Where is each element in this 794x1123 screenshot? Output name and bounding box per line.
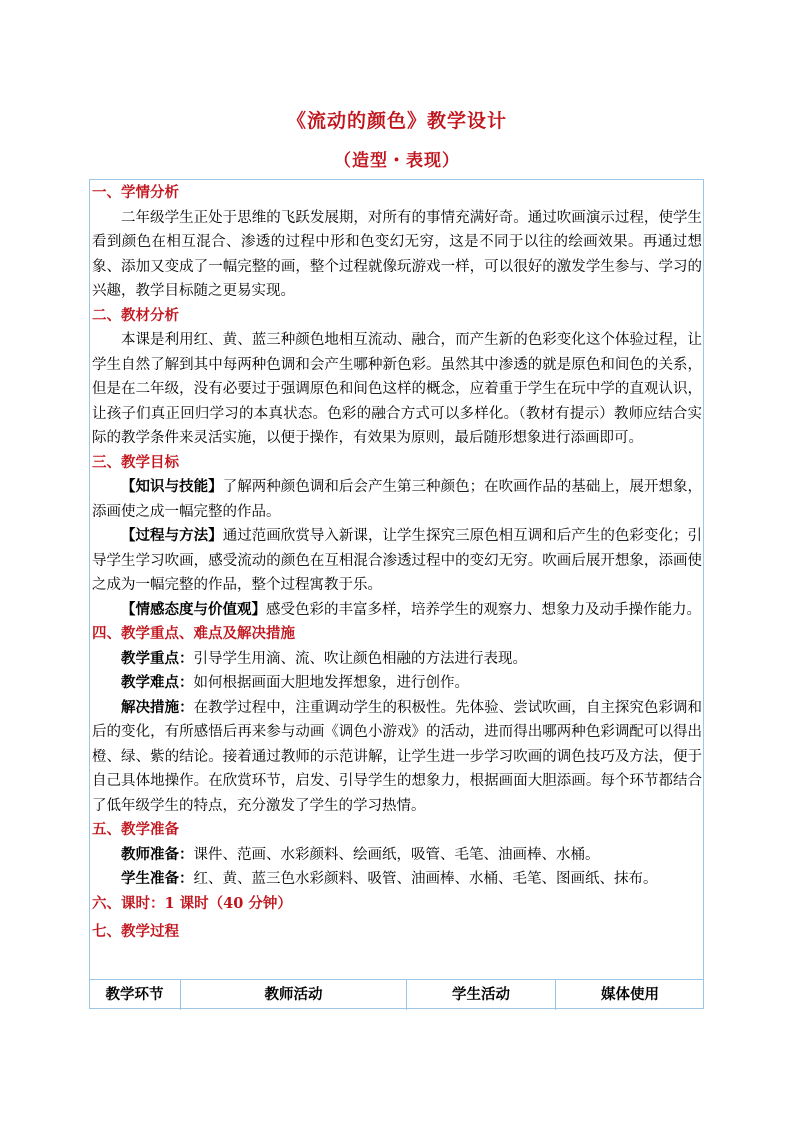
goal-text: 通过范画欣赏导入新课，让学生探究三原色相互调和后产生的色彩变化；引导学生学习吹画，感受流动的颜色在互相混合渗透过程中的变幻无穷。吹画后展开想象，添画使之成为一幅完整的作品，整个过程寓教于乐。	[92, 528, 703, 593]
item-label: 教学重点：	[121, 649, 194, 667]
goal-label: 【情感态度与价值观】	[121, 600, 266, 618]
section-heading-6: 六、课时：1 课时（40 分钟）	[92, 894, 292, 912]
section-heading-1: 一、学情分析	[92, 184, 179, 201]
student-preparation	[92, 867, 702, 892]
difficult-point	[92, 671, 702, 696]
item-label: 教师准备：	[121, 845, 194, 863]
item-text: 在教学过程中，注重调动学生的积极性。先体验、尝试吹画，自主探究色彩调和后的变化，有所感悟后再来参与动画《调色小游戏》的活动，进而得出哪两种色彩调配可以得出橙、绿、紫的结论。接着通过教师的示范讲解，让学生进一步学习吹画的调色技巧及方法，便于自己具体地操作。在欣赏环节，启发、引导学生的想象力，根据画面大胆添画。每个环节都结合了低年级学生的特点，充分激发了学生的学习热情。	[92, 699, 703, 814]
goal-knowledge	[92, 475, 702, 524]
item-label: 解决措施：	[121, 698, 194, 716]
item-text: 红、黄、蓝三色水彩颜料、吸管、油画棒、水桶、毛笔、图画纸、抹布。	[193, 871, 658, 887]
goal-text: 感受色彩的丰富多样，培养学生的观察力、想象力及动手操作能力。	[266, 601, 701, 618]
item-text: 课件、范画、水彩颜料、绘画纸，吸管、毛笔、油画棒、水桶。	[193, 846, 600, 863]
goal-emotion	[92, 598, 702, 623]
solution-measures	[92, 696, 702, 819]
goal-process	[92, 524, 702, 598]
item-text: 引导学生用滴、流、吹让颜色相融的方法进行表现。	[193, 650, 527, 667]
section-paragraph-1: 二年级学生正处于思维的飞跃发展期，对所有的事情充满好奇。通过吹画演示过程，使学生看到颜色在相互混合、渗透的过程中形和色变幻无穷，这是不同于以往的绘画效果。再通过想象、添加又变成了一幅完整的画，整个过程就像玩游戏一样，可以很好的激发学生参与、学习的兴趣，教学目标随之更易实现。	[92, 209, 702, 299]
item-label: 教学难点：	[121, 674, 194, 691]
goal-text: 了解两种颜色调和后会产生第三种颜色；在吹画作品的基础上，展开想象，添画使之成一幅完整的作品。	[92, 479, 703, 520]
process-table-header-row	[89, 979, 704, 1009]
table-header-cell: 学生活动	[407, 980, 556, 1010]
item-text: 如何根据画面大胆地发挥想象，进行创作。	[193, 675, 469, 691]
item-label: 学生准备：	[121, 870, 194, 887]
table-header-cell: 教师活动	[181, 980, 407, 1010]
content-body	[92, 181, 702, 945]
document-subtitle: （造型・表现）	[334, 151, 460, 171]
table-header-cell: 媒体使用	[601, 986, 659, 1003]
goal-label: 【知识与技能】	[121, 478, 223, 495]
document-title: 《流动的颜色》教学设计	[286, 110, 507, 132]
section-heading-4: 四、教学重点、难点及解决措施	[92, 625, 295, 642]
section-heading-7: 七、教学过程	[92, 923, 179, 940]
section-paragraph-2: 本课是利用红、黄、蓝三种颜色地相互流动、融合，而产生新的色彩变化这个体验过程，让学生自然了解到其中每两种色调和会产生哪种新色彩。虽然其中渗透的就是原色和间色的关系，但是在二年级，没有必要过于强调原色和间色这样的概念，应着重于学生在玩中学的直观认识，让孩子们真正回归学习的本真状态。色彩的融合方式可以多样化。（教材有提示）教师应结合实际的教学条件来灵活实施，以便于操作，有效果为原则，最后随形想象进行添画即可。	[92, 332, 702, 446]
table-header-cell: 教学环节	[89, 980, 181, 1010]
key-point	[92, 647, 702, 672]
section-heading-5: 五、教学准备	[92, 821, 179, 838]
section-heading-3: 三、教学目标	[92, 453, 179, 471]
section-heading-2: 二、教材分析	[92, 306, 179, 324]
goal-label: 【过程与方法】	[121, 527, 223, 544]
teacher-preparation	[92, 843, 702, 868]
